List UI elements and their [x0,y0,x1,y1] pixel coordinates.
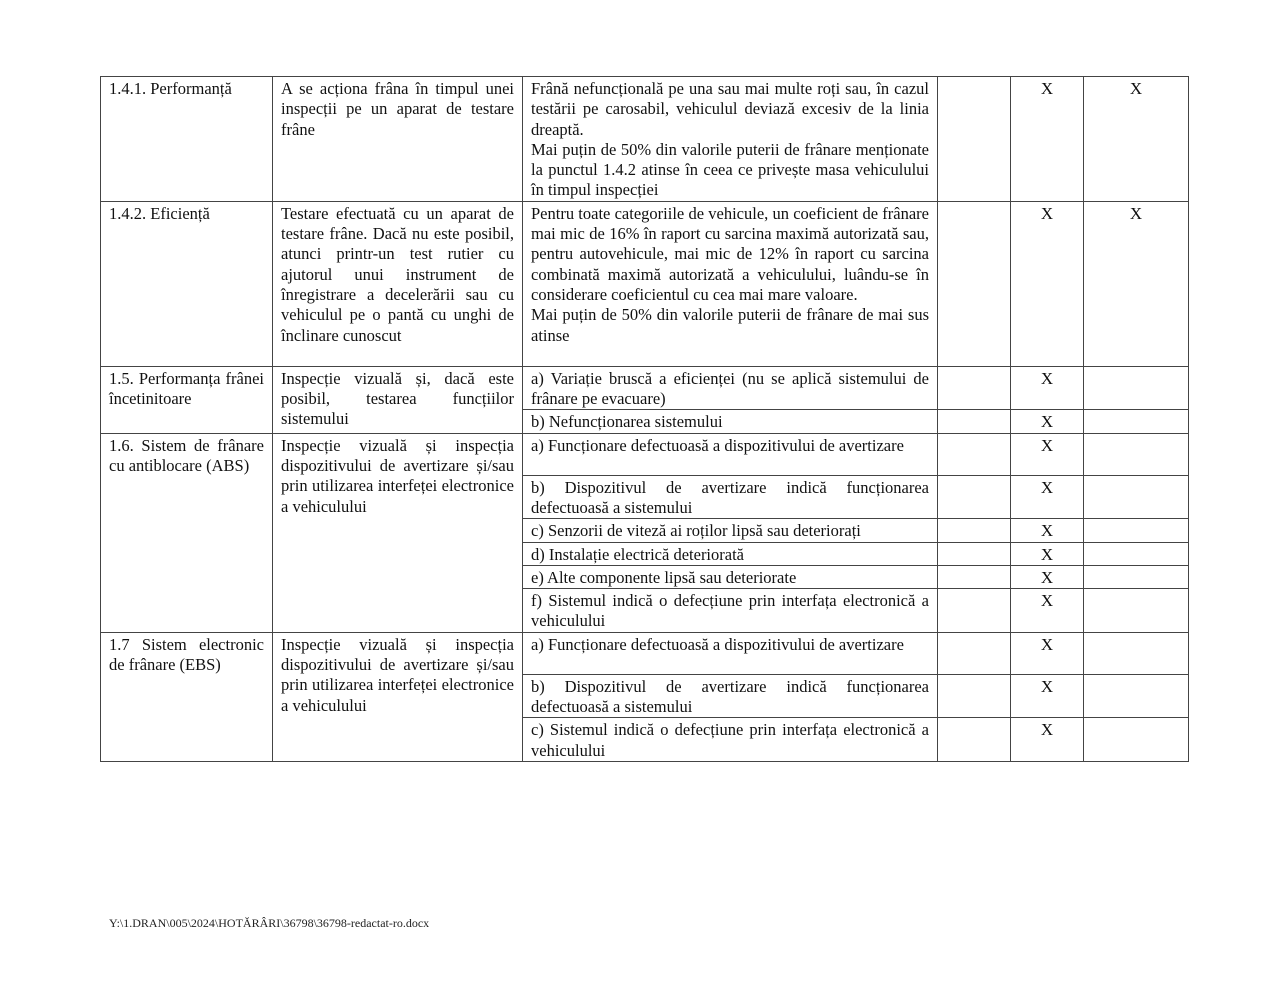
defect-cell: f) Sistemul indică o defecțiune prin interfața electronică a vehiculului [523,589,938,633]
method-cell: A se acționa frâna în timpul unei inspecții pe un aparat de testare frâne [273,77,523,202]
dangerous-cell [1084,632,1189,674]
minor-cell [938,632,1011,674]
minor-cell [938,410,1011,433]
table-row [101,366,1189,410]
major-mark: X [1011,201,1084,366]
table-row [101,201,1189,366]
dangerous-cell [1084,475,1189,519]
minor-cell [938,718,1011,762]
table-row [101,77,1189,202]
defect-text: Frână nefuncțională pe una sau mai multe roți sau, în cazul testării pe carosabil, vehiculul deviază excesiv de la linia dreaptă. [531,79,929,139]
item-cell: 1.4.1. Performanță [101,77,273,202]
defect-text: Mai puțin de 50% din valorile puterii de frânare menționate la punctul 1.4.2 atinse în ceea ce privește masa vehiculului în timpul inspecției [531,139,929,200]
dangerous-cell [1084,718,1189,762]
defect-text: Mai puțin de 50% din valorile puterii de frânare de mai sus atinse [531,305,929,345]
major-mark: X [1011,542,1084,565]
major-mark: X [1011,519,1084,542]
defect-cell: b) Dispozitivul de avertizare indică funcționarea defectuoasă a sistemului [523,475,938,519]
minor-cell [938,589,1011,633]
defect-cell: c) Sistemul indică o defecțiune prin interfața electronică a vehiculului [523,718,938,762]
item-cell: 1.5. Performanța frânei încetinitoare [101,366,273,433]
defect-cell: a) Funcționare defectuoasă a dispozitivului de avertizare [523,433,938,475]
defect-text: Pentru toate categoriile de vehicule, un coeficient de frânare mai mic de 16% în raport cu sarcina maximă autorizată sau, pentru autovehicule, mai mic de 12% în raport cu sarcina combinată maximă autorizată a vehiculului, luându-se în considerare coeficientul cu cea mai mare valoare. [531,203,929,304]
item-cell: 1.4.2. Eficiență [101,201,273,366]
item-cell: 1.6. Sistem de frânare cu antiblocare (ABS) [101,433,273,632]
defect-cell: e) Alte componente lipsă sau deteriorate [523,565,938,588]
table-row [101,433,1189,475]
table-row [101,632,1189,674]
minor-cell [938,565,1011,588]
dangerous-cell [1084,674,1189,718]
major-mark: X [1011,632,1084,674]
minor-cell [938,201,1011,366]
major-mark: X [1011,718,1084,762]
method-cell: Inspecție vizuală și inspecția dispozitivului de avertizare și/sau prin utilizarea interfeței electronice a vehiculului [273,632,523,761]
item-cell: 1.7 Sistem electronic de frânare (EBS) [101,632,273,761]
minor-cell [938,674,1011,718]
minor-cell [938,366,1011,410]
file-path-footer: Y:\1.DRAN\005\2024\HOTĂRÂRI\36798\36798-redactat-ro.docx [109,916,430,930]
defect-cell: b) Nefuncționarea sistemului [523,410,938,433]
minor-cell [938,542,1011,565]
major-mark: X [1011,77,1084,202]
major-mark: X [1011,475,1084,519]
defect-cell: d) Instalație electrică deteriorată [523,542,938,565]
major-mark: X [1011,366,1084,410]
dangerous-cell [1084,519,1189,542]
method-cell: Inspecție vizuală și inspecția dispozitivului de avertizare și/sau prin utilizarea interfeței electronice a vehiculului [273,433,523,632]
defect-cell: a) Variație bruscă a eficienței (nu se aplică sistemului de frânare pe evacuare) [523,366,938,410]
dangerous-cell [1084,589,1189,633]
major-mark: X [1011,410,1084,433]
dangerous-mark: X [1084,77,1189,202]
minor-cell [938,519,1011,542]
minor-cell [938,475,1011,519]
defect-cell: b) Dispozitivul de avertizare indică funcționarea defectuoasă a sistemului [523,674,938,718]
method-cell: Inspecție vizuală și, dacă este posibil, testarea funcțiilor sistemului [273,366,523,433]
defect-cell [523,201,938,366]
method-cell: Testare efectuată cu un aparat de testare frâne. Dacă nu este posibil, atunci printr-un test rutier cu ajutorul unui instrument de înregistrare a decelerării sau cu vehiculul pe o pantă cu unghi de înclinare cunoscut [273,201,523,366]
major-mark: X [1011,589,1084,633]
dangerous-cell [1084,433,1189,475]
major-mark: X [1011,565,1084,588]
defect-cell [523,77,938,202]
inspection-table [100,76,1189,762]
major-mark: X [1011,433,1084,475]
dangerous-cell [1084,410,1189,433]
dangerous-mark: X [1084,201,1189,366]
minor-cell [938,77,1011,202]
dangerous-cell [1084,565,1189,588]
defect-cell: a) Funcționare defectuoasă a dispozitivului de avertizare [523,632,938,674]
minor-cell [938,433,1011,475]
defect-cell: c) Senzorii de viteză ai roților lipsă sau deteriorați [523,519,938,542]
dangerous-cell [1084,542,1189,565]
dangerous-cell [1084,366,1189,410]
major-mark: X [1011,674,1084,718]
